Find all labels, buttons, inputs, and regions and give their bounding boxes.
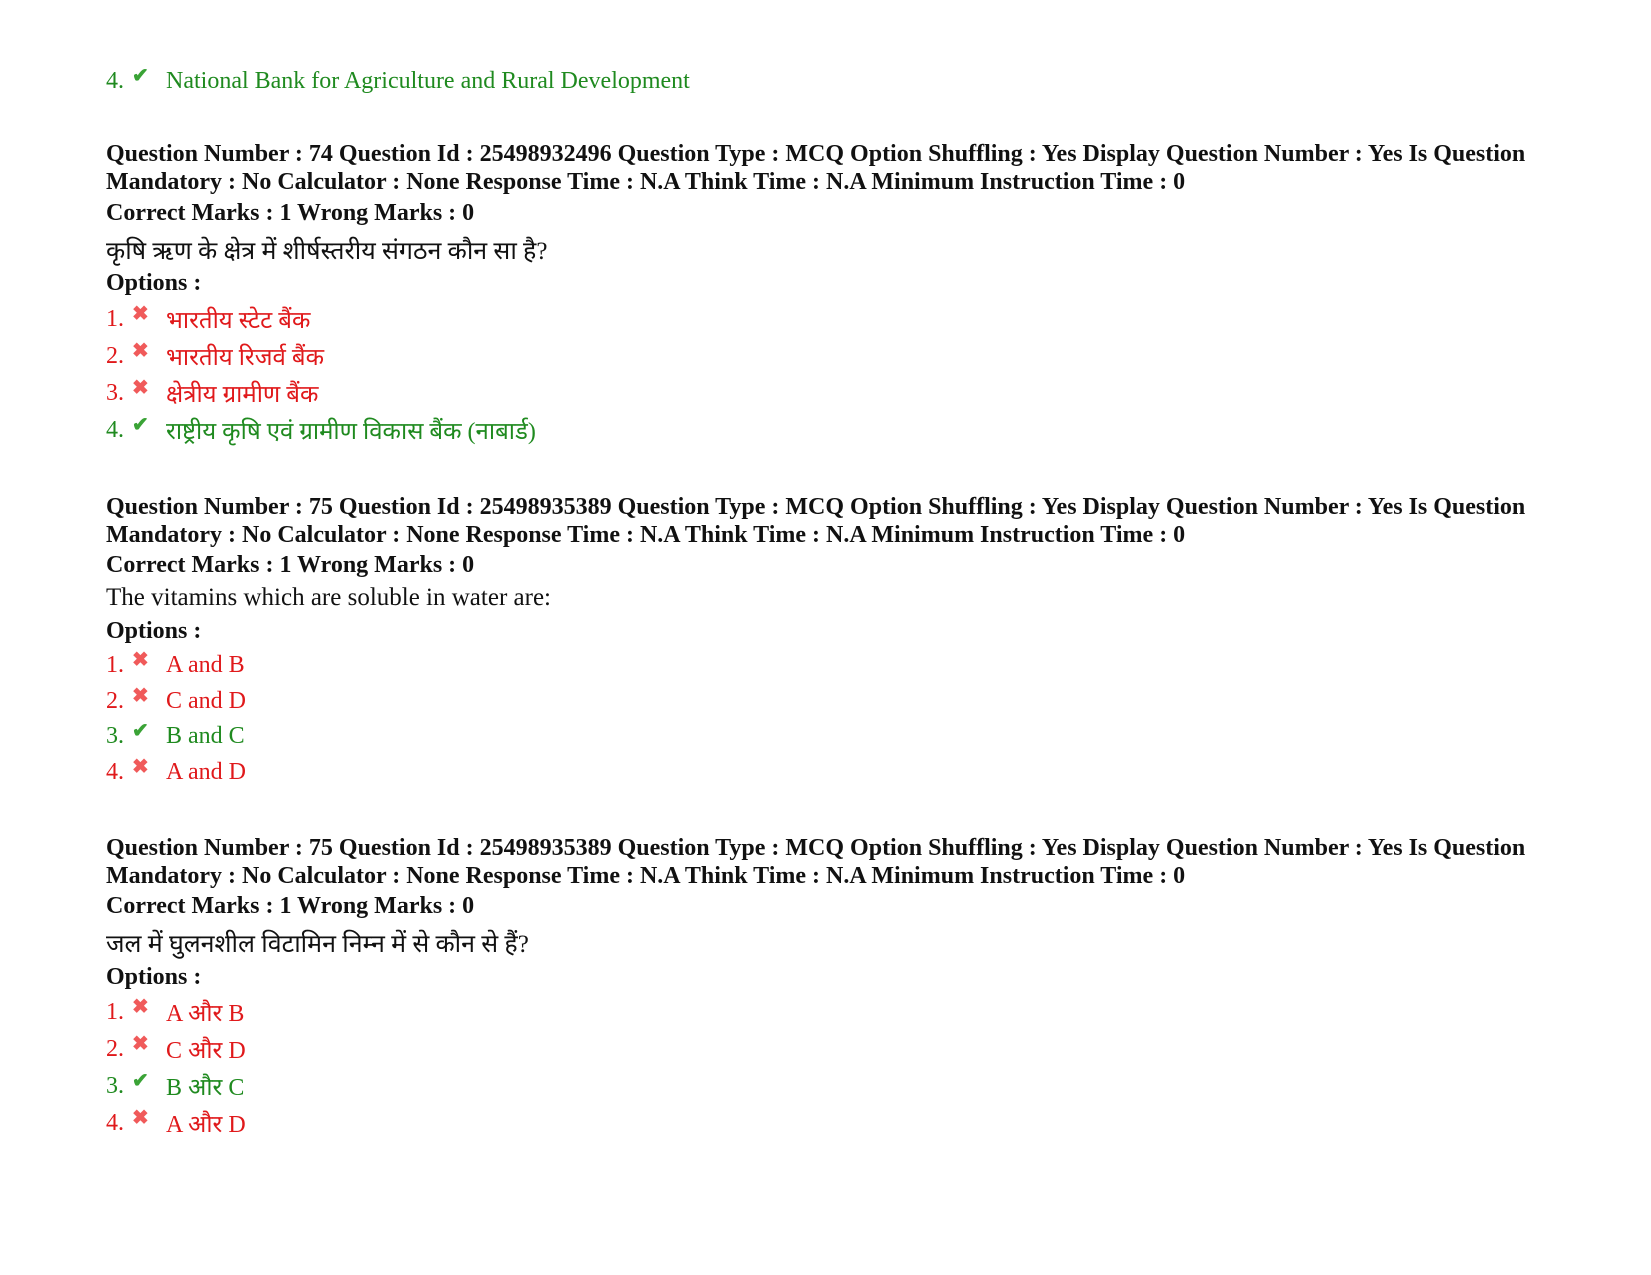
- option-row: [106, 686, 246, 716]
- option-number: 4.: [106, 758, 124, 785]
- question-text: कृषि ऋण के क्षेत्र में शीर्षस्तरीय संगठन कौन सा है?: [106, 238, 548, 265]
- check-icon: ✔: [132, 719, 149, 742]
- option-number: 2.: [106, 687, 124, 714]
- options-label: Options :: [106, 270, 202, 296]
- options-label: Options :: [106, 618, 202, 644]
- option-number: 1.: [106, 305, 124, 332]
- option-number: 1.: [106, 998, 124, 1025]
- option-text: A और D: [166, 1111, 246, 1138]
- check-icon: ✔: [132, 64, 149, 87]
- question-meta: Question Number : 74 Question Id : 25498932496 Question Type : MCQ Option Shuffling : Yes Display Question Number : Yes Is Question Mandatory : No Calculator : None Response Time : N.A Think Time : N.A Minimum Instruction Time : 0: [106, 141, 1526, 195]
- question-marks: Correct Marks : 1 Wrong Marks : 0: [106, 893, 475, 919]
- option-text: A and B: [166, 651, 245, 678]
- option-text: B और C: [166, 1074, 245, 1101]
- option-text: A and D: [166, 758, 246, 785]
- question-marks: Correct Marks : 1 Wrong Marks : 0: [106, 552, 475, 578]
- option-text: National Bank for Agriculture and Rural Development: [166, 67, 690, 94]
- option-text: राष्ट्रीय कृषि एवं ग्रामीण विकास बैंक (नाबार्ड): [166, 418, 536, 445]
- option-number: 4.: [106, 1109, 124, 1136]
- option-number: 2.: [106, 342, 124, 369]
- question-meta: Question Number : 75 Question Id : 25498935389 Question Type : MCQ Option Shuffling : Yes Display Question Number : Yes Is Question Mandatory : No Calculator : None Response Time : N.A Think Time : N.A Minimum Instruction Time : 0: [106, 835, 1526, 889]
- option-row: [106, 378, 318, 408]
- option-row: [106, 721, 245, 751]
- cross-icon: ✖: [132, 1032, 149, 1055]
- cross-icon: ✖: [132, 1106, 149, 1129]
- option-number: 3.: [106, 722, 124, 749]
- option-row: [106, 415, 536, 445]
- cross-icon: ✖: [132, 302, 149, 325]
- cross-icon: ✖: [132, 755, 149, 778]
- option-row: [106, 1071, 244, 1101]
- option-text: क्षेत्रीय ग्रामीण बैंक: [166, 381, 319, 408]
- option-row: [106, 1108, 246, 1138]
- option-row: [106, 66, 690, 96]
- question-marks: Correct Marks : 1 Wrong Marks : 0: [106, 200, 475, 226]
- cross-icon: ✖: [132, 648, 149, 671]
- options-label: Options :: [106, 964, 202, 990]
- option-number: 1.: [106, 651, 124, 678]
- cross-icon: ✖: [132, 339, 149, 362]
- cross-icon: ✖: [132, 995, 149, 1018]
- check-icon: ✔: [132, 413, 149, 436]
- question-meta: Question Number : 75 Question Id : 25498935389 Question Type : MCQ Option Shuffling : Yes Display Question Number : Yes Is Question Mandatory : No Calculator : None Response Time : N.A Think Time : N.A Minimum Instruction Time : 0: [106, 494, 1526, 548]
- option-text: B and C: [166, 722, 245, 749]
- option-number: 4.: [106, 67, 124, 94]
- cross-icon: ✖: [132, 376, 149, 399]
- option-row: [106, 341, 324, 371]
- option-number: 4.: [106, 416, 124, 443]
- option-row: [106, 1034, 246, 1064]
- option-number: 3.: [106, 379, 124, 406]
- option-number: 2.: [106, 1035, 124, 1062]
- option-text: C और D: [166, 1037, 246, 1064]
- option-text: भारतीय रिजर्व बैंक: [166, 344, 325, 371]
- option-text: भारतीय स्टेट बैंक: [166, 307, 311, 334]
- option-row: [106, 757, 246, 787]
- cross-icon: ✖: [132, 684, 149, 707]
- option-row: [106, 650, 245, 680]
- question-text: The vitamins which are soluble in water are:: [106, 584, 551, 611]
- option-number: 3.: [106, 1072, 124, 1099]
- check-icon: ✔: [132, 1069, 149, 1092]
- option-row: [106, 304, 310, 334]
- option-row: [106, 997, 244, 1027]
- question-text: जल में घुलनशील विटामिन निम्न में से कौन से हैं?: [106, 931, 529, 958]
- option-text: C and D: [166, 687, 246, 714]
- option-text: A और B: [166, 1000, 245, 1027]
